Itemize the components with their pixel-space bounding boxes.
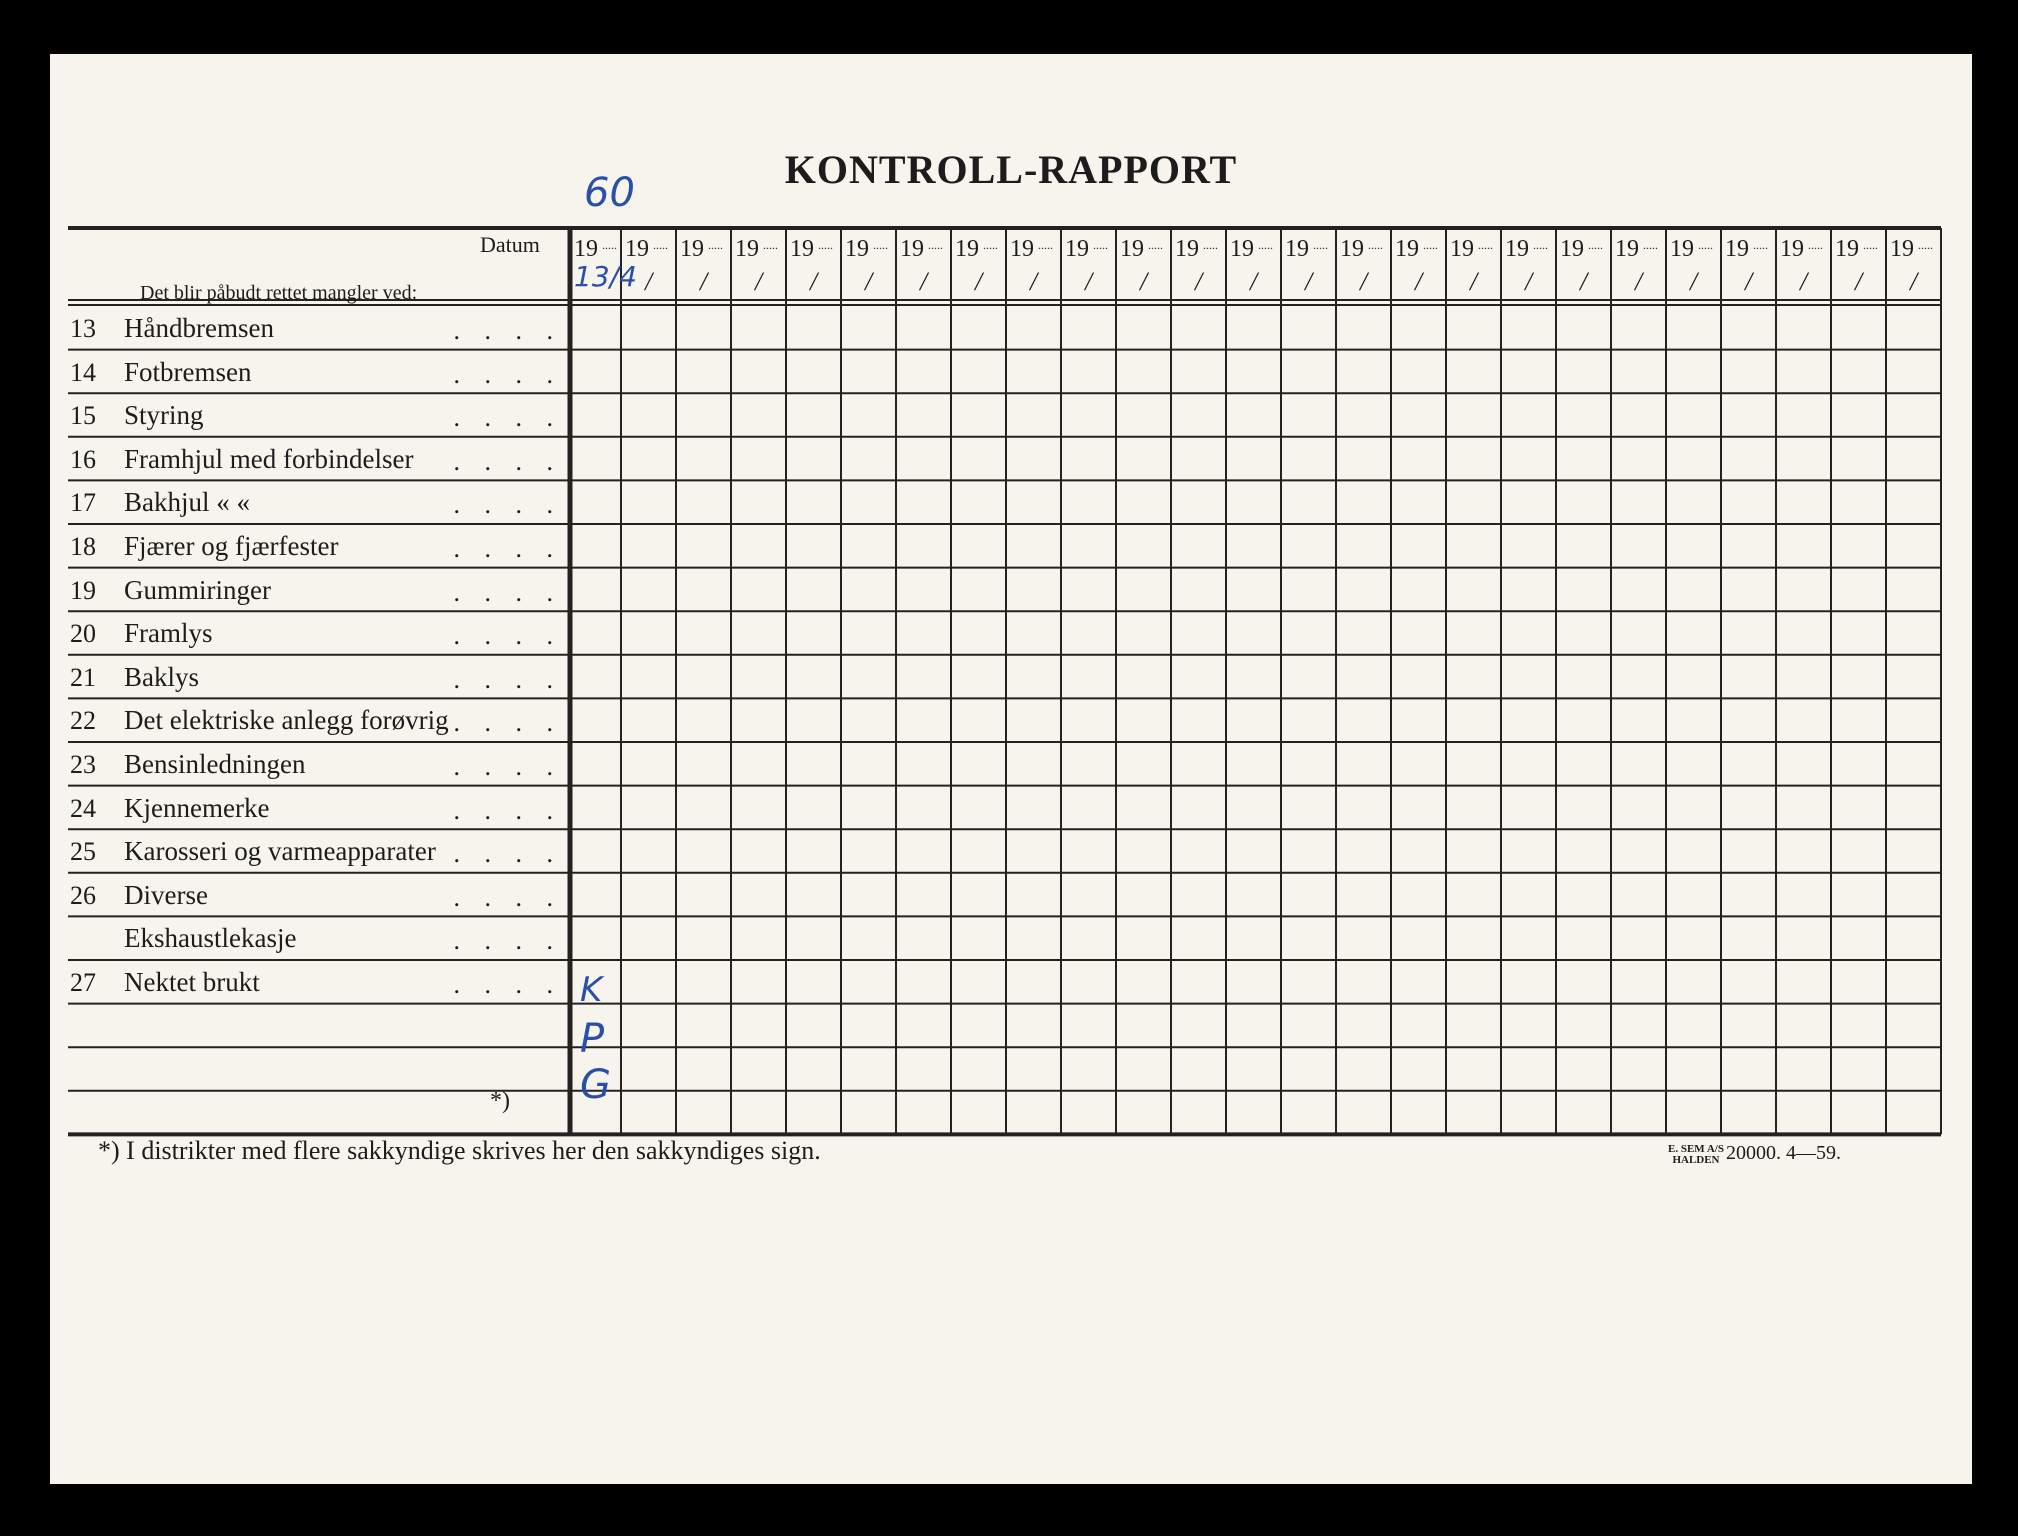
row-label: Nektet brukt — [124, 967, 260, 997]
leader-dots: . . . . — [453, 490, 562, 520]
year-dots: ..... — [1808, 238, 1823, 252]
year-prefix: 19 — [1340, 236, 1364, 262]
print-code: 20000. 4—59. — [1726, 1142, 1841, 1164]
row-label: Diverse — [124, 879, 208, 910]
row-label: Håndbremsen — [124, 313, 274, 343]
report-card — [50, 54, 1972, 1484]
row-label: Fjærer og fjærfester — [124, 531, 339, 561]
year-dots: ..... — [763, 238, 778, 252]
date-slash: / — [1415, 267, 1423, 296]
leader-dots: . . . . — [453, 752, 562, 781]
leader-dots: . . . . — [453, 316, 562, 345]
date-slash: / — [645, 267, 653, 296]
row-number: 13 — [70, 314, 96, 343]
year-prefix: 19 — [1835, 236, 1859, 262]
year-prefix: 19 — [1670, 236, 1694, 262]
year-prefix: 19 — [1010, 236, 1034, 262]
year-prefix: 19 — [790, 236, 814, 262]
date-slash: / — [1470, 267, 1478, 296]
year-prefix: 19 — [1120, 236, 1144, 262]
row-number: 18 — [70, 532, 96, 561]
year-prefix: 19 — [845, 236, 869, 262]
year-dots: ..... — [1478, 238, 1493, 252]
leader-dots: . . . . — [453, 403, 562, 433]
year-dots: ..... — [708, 238, 723, 252]
date-slash: / — [1580, 267, 1588, 296]
date-slash: / — [1360, 267, 1368, 296]
year-dots: ..... — [1753, 238, 1768, 252]
year-prefix: 19 — [1890, 236, 1914, 262]
year-prefix: 19 — [1725, 236, 1749, 262]
row-number: 20 — [70, 619, 96, 649]
year-dots: ..... — [1918, 238, 1933, 252]
year-dots: ..... — [1093, 238, 1108, 252]
date-slash: / — [1030, 267, 1038, 296]
date-slash: / — [1690, 267, 1698, 296]
year-dots: ..... — [1313, 238, 1328, 252]
year-prefix: 19 — [625, 236, 649, 262]
row-number: 25 — [70, 837, 96, 867]
handwritten-date: 13/4 — [574, 260, 637, 293]
year-dots: ..... — [1643, 238, 1658, 252]
row-number: 23 — [70, 750, 96, 779]
year-prefix: 19 — [900, 236, 924, 262]
leader-dots: . . . . — [453, 359, 562, 389]
instruction-label: Det blir påbudt rettet mangler ved: — [140, 282, 418, 304]
year-dots: ..... — [1533, 238, 1548, 252]
year-dots: ..... — [1148, 238, 1163, 252]
year-prefix: 19 — [1175, 236, 1199, 262]
year-prefix: 19 — [1285, 236, 1309, 262]
row-label: Kjennemerke — [124, 792, 270, 823]
year-dots: ..... — [928, 238, 943, 252]
row-label: Fotbremsen — [124, 356, 252, 387]
printer-imprint — [1668, 1144, 1724, 1166]
year-prefix: 19 — [1780, 236, 1804, 262]
grid-lines — [50, 54, 1972, 1484]
handwritten-initial-1: K — [580, 970, 603, 1010]
date-slash: / — [1250, 267, 1258, 296]
year-prefix: 19 — [1450, 236, 1474, 262]
row-label: Gummiringer — [124, 574, 271, 605]
footnote: *) I distrikter med flere sakkyndige skrives her den sakkyndiges sign. — [98, 1136, 821, 1165]
row-label: Styring — [124, 400, 204, 431]
leader-dots: . . . . — [453, 970, 562, 999]
date-slash: / — [1195, 267, 1203, 296]
leader-dots: . . . . — [453, 534, 562, 563]
row-number: 22 — [70, 706, 96, 736]
signature-marker: *) — [490, 1088, 510, 1114]
leader-dots: . . . . — [453, 577, 562, 607]
year-dots: ..... — [653, 238, 668, 252]
date-slash: / — [975, 267, 983, 296]
row-number: 24 — [70, 793, 96, 823]
year-dots: ..... — [983, 238, 998, 252]
printer-line2: HALDEN — [1672, 1154, 1720, 1166]
row-number: 21 — [70, 662, 96, 692]
year-dots: ..... — [602, 238, 617, 252]
row-label: Baklys — [124, 661, 200, 692]
date-slash: / — [920, 267, 928, 296]
year-dots: ..... — [1258, 238, 1273, 252]
year-dots: ..... — [1863, 238, 1878, 252]
year-dots: ..... — [1423, 238, 1438, 252]
date-slash: / — [1855, 267, 1863, 296]
year-prefix: 19 — [1505, 236, 1529, 262]
year-prefix: 19 — [1395, 236, 1419, 262]
date-slash: / — [755, 267, 763, 296]
handwritten-initial-3: G — [580, 1062, 611, 1108]
leader-dots: . . . . — [453, 446, 562, 476]
year-prefix: 19 — [955, 236, 979, 262]
year-prefix: 19 — [1065, 236, 1089, 262]
row-label: Framhjul med forbindelser — [124, 443, 414, 474]
leader-dots: . . . . — [453, 621, 562, 651]
row-number: 16 — [70, 444, 96, 474]
printer-line1: E. SEM A/S — [1668, 1143, 1724, 1155]
row-label: Karosseri og varmeapparater — [124, 836, 436, 867]
leader-dots: . . . . — [453, 926, 562, 956]
year-prefix: 19 — [1560, 236, 1584, 262]
year-dots: ..... — [1588, 238, 1603, 252]
date-slash: / — [700, 267, 708, 296]
datum-label: Datum — [480, 232, 540, 257]
leader-dots: . . . . — [453, 795, 562, 825]
row-number: 27 — [70, 968, 96, 997]
row-label: Ekshaustlekasje — [124, 923, 297, 954]
handwritten-initial-2: P — [580, 1016, 605, 1062]
leader-dots: . . . . — [453, 839, 562, 869]
date-slash: / — [1085, 267, 1093, 296]
date-slash: / — [1800, 267, 1808, 296]
year-dots: ..... — [1698, 238, 1713, 252]
date-slash: / — [865, 267, 873, 296]
year-dots: ..... — [1038, 238, 1053, 252]
date-slash: / — [1305, 267, 1313, 296]
year-dots: ..... — [1203, 238, 1218, 252]
leader-dots: . . . . — [453, 664, 562, 694]
date-slash: / — [1140, 267, 1148, 296]
year-prefix: 19 — [574, 236, 598, 262]
page-title: KONTROLL-RAPPORT — [784, 147, 1238, 192]
row-label: Framlys — [124, 618, 213, 649]
year-prefix: 19 — [1615, 236, 1639, 262]
row-number: 19 — [70, 575, 96, 605]
year-dots: ..... — [873, 238, 888, 252]
date-slash: / — [1910, 267, 1918, 296]
row-label: Det elektriske anlegg forøvrig — [124, 705, 449, 736]
year-dots: ..... — [1368, 238, 1383, 252]
year-prefix: 19 — [735, 236, 759, 262]
leader-dots: . . . . — [453, 708, 562, 738]
leader-dots: . . . . — [453, 882, 562, 912]
date-slash: / — [1525, 267, 1533, 296]
year-prefix: 19 — [1230, 236, 1254, 262]
year-dots: ..... — [818, 238, 833, 252]
date-slash: / — [1635, 267, 1643, 296]
row-number: 15 — [70, 401, 96, 431]
row-label: Bakhjul « « — [124, 487, 250, 518]
row-number: 17 — [70, 488, 96, 518]
row-number: 26 — [70, 880, 96, 910]
row-number: 14 — [70, 357, 96, 387]
row-label: Bensinledningen — [124, 749, 306, 779]
handwritten-year: 60 — [584, 170, 635, 216]
year-prefix: 19 — [680, 236, 704, 262]
date-slash: / — [1745, 267, 1753, 296]
date-slash: / — [810, 267, 818, 296]
